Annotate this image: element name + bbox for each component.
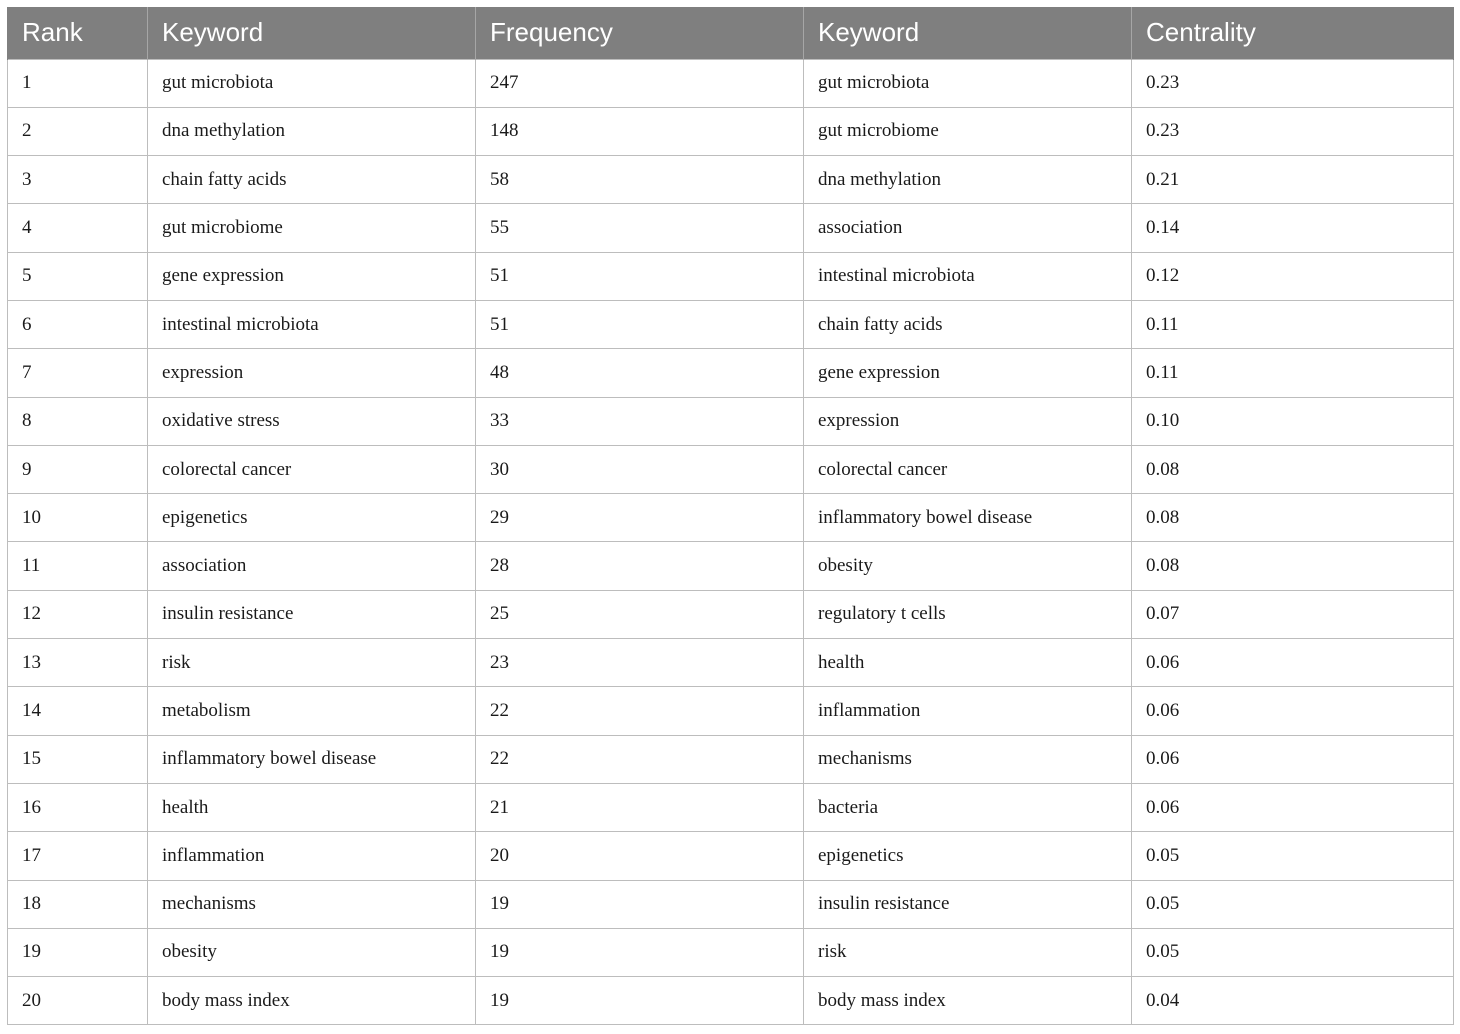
table-body [8, 59, 1454, 1025]
table-row [8, 445, 1454, 493]
cell-rank: 6 [8, 300, 148, 348]
keyword-table-container [7, 7, 1453, 1025]
cell-rank: 18 [8, 880, 148, 928]
cell-centrality: 0.23 [1132, 59, 1454, 107]
cell-keyword-centrality: chain fatty acids [804, 300, 1132, 348]
cell-frequency: 51 [476, 300, 804, 348]
cell-centrality: 0.05 [1132, 832, 1454, 880]
cell-centrality: 0.05 [1132, 928, 1454, 976]
cell-keyword-frequency: risk [148, 639, 476, 687]
table-row [8, 590, 1454, 638]
cell-keyword-frequency: colorectal cancer [148, 445, 476, 493]
cell-centrality: 0.11 [1132, 349, 1454, 397]
cell-centrality: 0.06 [1132, 687, 1454, 735]
cell-rank: 4 [8, 204, 148, 252]
cell-keyword-centrality: gene expression [804, 349, 1132, 397]
cell-centrality: 0.14 [1132, 204, 1454, 252]
cell-rank: 19 [8, 928, 148, 976]
cell-keyword-centrality: bacteria [804, 783, 1132, 831]
cell-keyword-centrality: inflammation [804, 687, 1132, 735]
cell-frequency: 19 [476, 880, 804, 928]
cell-keyword-centrality: inflammatory bowel disease [804, 494, 1132, 542]
table-row [8, 494, 1454, 542]
cell-keyword-frequency: gene expression [148, 252, 476, 300]
cell-centrality: 0.11 [1132, 300, 1454, 348]
cell-rank: 16 [8, 783, 148, 831]
cell-keyword-centrality: intestinal microbiota [804, 252, 1132, 300]
cell-centrality: 0.06 [1132, 639, 1454, 687]
cell-keyword-centrality: health [804, 639, 1132, 687]
cell-keyword-frequency: chain fatty acids [148, 156, 476, 204]
cell-keyword-frequency: mechanisms [148, 880, 476, 928]
cell-rank: 1 [8, 59, 148, 107]
cell-keyword-frequency: health [148, 783, 476, 831]
cell-rank: 2 [8, 107, 148, 155]
cell-keyword-frequency: metabolism [148, 687, 476, 735]
cell-frequency: 55 [476, 204, 804, 252]
keyword-table [7, 7, 1454, 1025]
cell-centrality: 0.04 [1132, 977, 1454, 1025]
table-row [8, 783, 1454, 831]
cell-centrality: 0.12 [1132, 252, 1454, 300]
header-keyword-frequency: Keyword [148, 7, 476, 59]
cell-frequency: 19 [476, 928, 804, 976]
cell-centrality: 0.08 [1132, 494, 1454, 542]
cell-frequency: 30 [476, 445, 804, 493]
cell-keyword-frequency: obesity [148, 928, 476, 976]
cell-frequency: 247 [476, 59, 804, 107]
cell-keyword-centrality: colorectal cancer [804, 445, 1132, 493]
header-rank: Rank [8, 7, 148, 59]
cell-keyword-frequency: intestinal microbiota [148, 300, 476, 348]
table-row [8, 156, 1454, 204]
table-row [8, 59, 1454, 107]
table-row [8, 928, 1454, 976]
cell-rank: 20 [8, 977, 148, 1025]
cell-keyword-frequency: inflammation [148, 832, 476, 880]
table-row [8, 204, 1454, 252]
cell-rank: 9 [8, 445, 148, 493]
cell-rank: 13 [8, 639, 148, 687]
cell-frequency: 28 [476, 542, 804, 590]
cell-rank: 3 [8, 156, 148, 204]
table-row [8, 542, 1454, 590]
cell-keyword-frequency: body mass index [148, 977, 476, 1025]
cell-centrality: 0.21 [1132, 156, 1454, 204]
table-row [8, 639, 1454, 687]
table-row [8, 977, 1454, 1025]
cell-keyword-centrality: epigenetics [804, 832, 1132, 880]
cell-keyword-centrality: risk [804, 928, 1132, 976]
cell-keyword-centrality: expression [804, 397, 1132, 445]
cell-rank: 7 [8, 349, 148, 397]
cell-keyword-frequency: inflammatory bowel disease [148, 735, 476, 783]
cell-keyword-frequency: gut microbiota [148, 59, 476, 107]
cell-rank: 14 [8, 687, 148, 735]
table-row [8, 687, 1454, 735]
cell-rank: 11 [8, 542, 148, 590]
cell-frequency: 22 [476, 687, 804, 735]
cell-frequency: 33 [476, 397, 804, 445]
cell-frequency: 21 [476, 783, 804, 831]
cell-frequency: 48 [476, 349, 804, 397]
cell-rank: 15 [8, 735, 148, 783]
cell-keyword-frequency: dna methylation [148, 107, 476, 155]
cell-centrality: 0.07 [1132, 590, 1454, 638]
table-row [8, 252, 1454, 300]
cell-frequency: 51 [476, 252, 804, 300]
cell-rank: 5 [8, 252, 148, 300]
cell-centrality: 0.23 [1132, 107, 1454, 155]
cell-frequency: 20 [476, 832, 804, 880]
table-row [8, 397, 1454, 445]
table-row [8, 107, 1454, 155]
cell-centrality: 0.10 [1132, 397, 1454, 445]
table-row [8, 300, 1454, 348]
table-header [8, 7, 1454, 59]
cell-frequency: 29 [476, 494, 804, 542]
cell-frequency: 22 [476, 735, 804, 783]
cell-keyword-frequency: oxidative stress [148, 397, 476, 445]
table-row [8, 880, 1454, 928]
table-row [8, 735, 1454, 783]
cell-frequency: 19 [476, 977, 804, 1025]
cell-frequency: 148 [476, 107, 804, 155]
cell-centrality: 0.08 [1132, 445, 1454, 493]
header-keyword-centrality: Keyword [804, 7, 1132, 59]
cell-keyword-frequency: epigenetics [148, 494, 476, 542]
cell-frequency: 58 [476, 156, 804, 204]
cell-centrality: 0.08 [1132, 542, 1454, 590]
table-row [8, 832, 1454, 880]
cell-rank: 17 [8, 832, 148, 880]
cell-rank: 8 [8, 397, 148, 445]
cell-keyword-frequency: expression [148, 349, 476, 397]
cell-keyword-centrality: dna methylation [804, 156, 1132, 204]
header-row [8, 7, 1454, 59]
cell-centrality: 0.06 [1132, 783, 1454, 831]
cell-centrality: 0.05 [1132, 880, 1454, 928]
table-row [8, 349, 1454, 397]
cell-keyword-centrality: obesity [804, 542, 1132, 590]
cell-keyword-centrality: body mass index [804, 977, 1132, 1025]
header-frequency: Frequency [476, 7, 804, 59]
cell-keyword-centrality: insulin resistance [804, 880, 1132, 928]
cell-rank: 10 [8, 494, 148, 542]
cell-keyword-centrality: regulatory t cells [804, 590, 1132, 638]
cell-keyword-centrality: association [804, 204, 1132, 252]
cell-keyword-centrality: gut microbiome [804, 107, 1132, 155]
cell-frequency: 25 [476, 590, 804, 638]
cell-keyword-frequency: association [148, 542, 476, 590]
cell-keyword-centrality: mechanisms [804, 735, 1132, 783]
cell-rank: 12 [8, 590, 148, 638]
header-centrality: Centrality [1132, 7, 1454, 59]
cell-keyword-frequency: insulin resistance [148, 590, 476, 638]
cell-keyword-frequency: gut microbiome [148, 204, 476, 252]
cell-keyword-centrality: gut microbiota [804, 59, 1132, 107]
cell-frequency: 23 [476, 639, 804, 687]
cell-centrality: 0.06 [1132, 735, 1454, 783]
